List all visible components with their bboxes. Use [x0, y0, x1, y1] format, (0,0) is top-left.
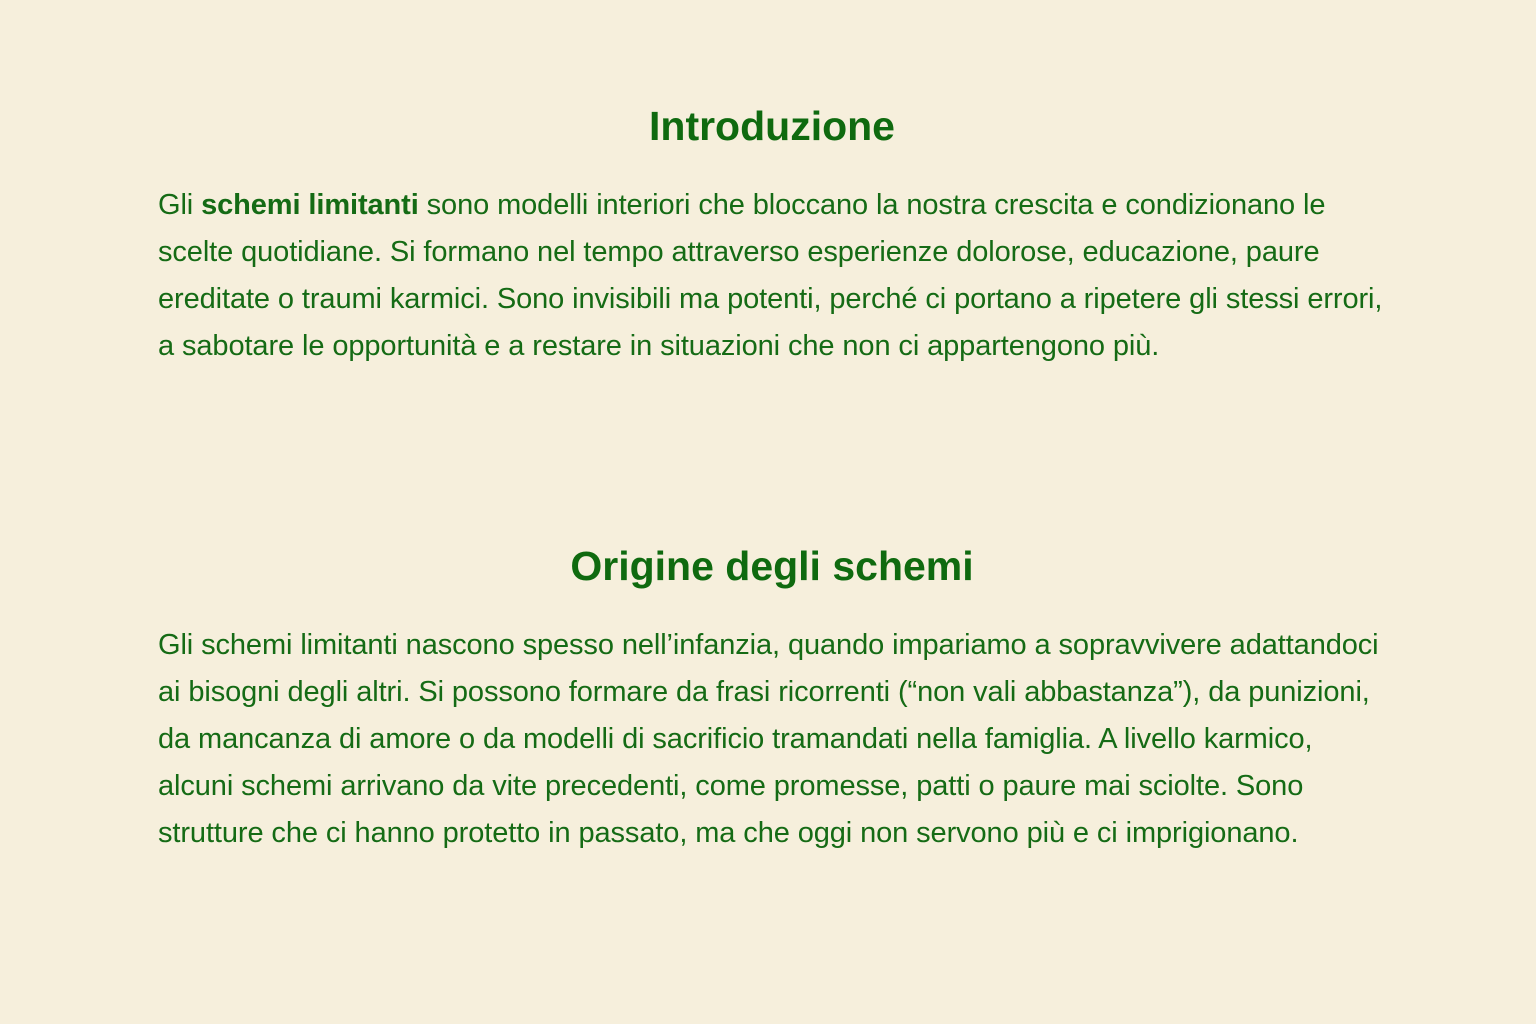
section-origine-degli-schemi	[158, 540, 1386, 857]
section-paragraph-introduzione	[158, 182, 1386, 370]
section-introduzione	[158, 100, 1386, 370]
section-heading-introduzione: Introduzione	[649, 103, 895, 149]
section-paragraph-origine: Gli schemi limitanti nascono spesso nell’infanzia, quando impariamo a sopravvivere adattandoci ai bisogni degli altri. Si possono formare da frasi ricorrenti (“non vali abbastanza”), da punizioni, da mancanza di amore o da modelli di sacrificio tramandati nella famiglia. A livello karmico, alcuni schemi arrivano da vite precedenti, come promesse, patti o paure mai sciolte. Sono strutture che ci hanno protetto in passato, ma che oggi non servono più e ci imprigionano.	[158, 629, 1379, 849]
paragraph-rest-text: sono modelli interiori che bloccano la nostra crescita e condizionano le scelte quotidiane. Si formano nel tempo attraverso esperienze dolorose, educazione, paure ereditate o traumi karmici. Sono invisibili ma potenti, perché ci portano a ripetere gli stessi errori, a sabotare le opportunità e a restare in situazioni che non ci appartengono più.	[158, 189, 1383, 362]
paragraph-bold-term: schemi limitanti	[201, 189, 419, 221]
section-heading-origine: Origine degli schemi	[570, 543, 974, 589]
paragraph-lead-text: Gli	[158, 189, 202, 221]
